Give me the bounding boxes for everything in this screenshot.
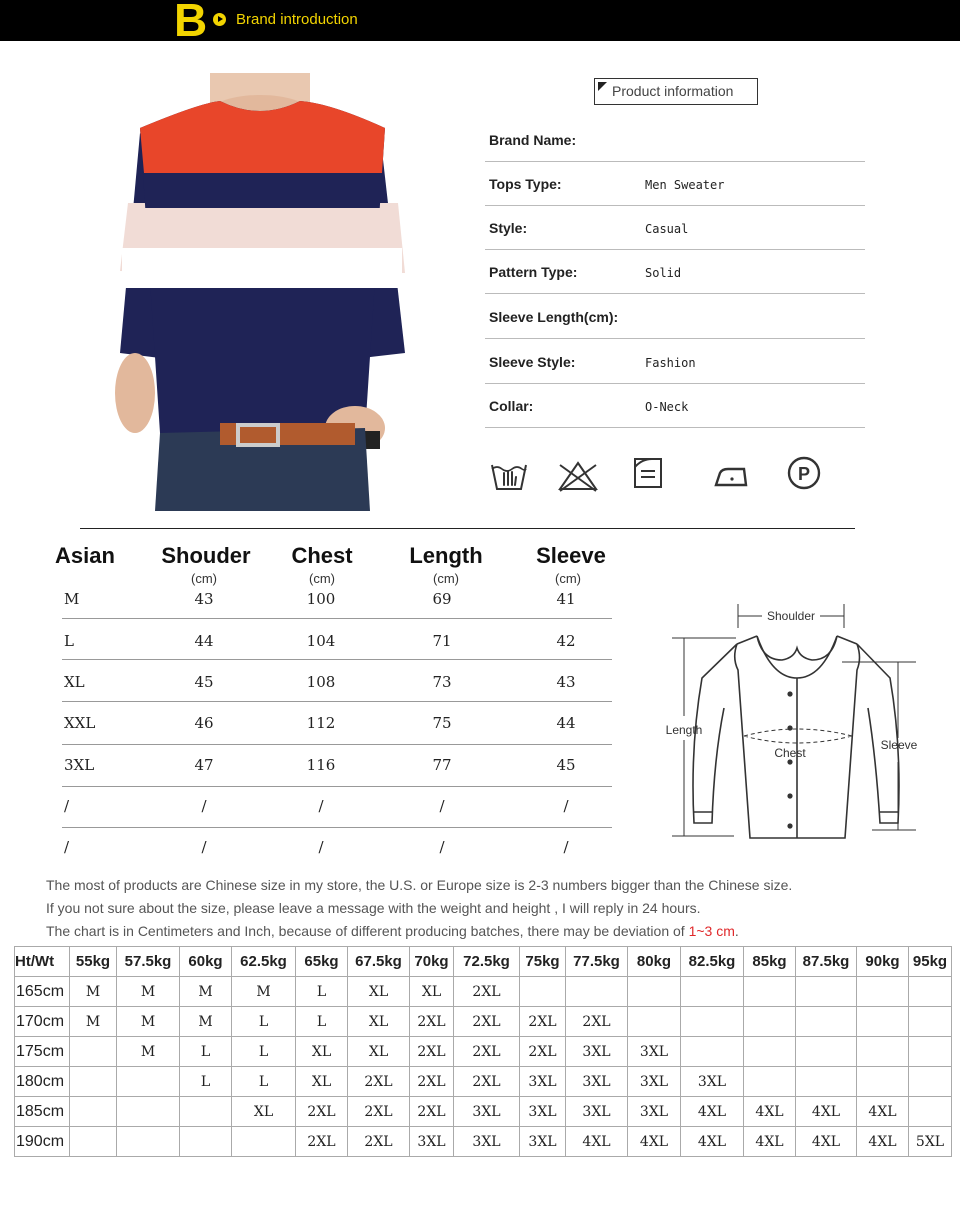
table-row [15, 977, 952, 1007]
weight-header: 82.5kg [681, 947, 744, 977]
height-weight-table [14, 946, 952, 1157]
dry-clean-letter: P [797, 464, 811, 484]
diagram-label-shoulder: Shoulder [766, 609, 816, 623]
height-label: 175cm [15, 1037, 70, 1067]
size-row-divider [62, 659, 612, 660]
size-cell: XL [64, 673, 85, 691]
size-cell: 2XL [410, 1067, 454, 1097]
size-cell [857, 1037, 909, 1067]
info-value: Solid [645, 266, 682, 280]
size-note-1: The most of products are Chinese size in my store, the U.S. or Europe size is 2-3 numbers bigger than the Chinese size. [46, 877, 793, 893]
size-cell: 4XL [857, 1127, 909, 1157]
size-cell: 75 [432, 714, 452, 732]
size-cell [796, 1007, 857, 1037]
info-row-collar [485, 384, 865, 428]
size-cell: 4XL [796, 1097, 857, 1127]
size-cell: 2XL [454, 1067, 520, 1097]
dry-clean-icon [786, 455, 822, 491]
size-cell [681, 977, 744, 1007]
size-cell [857, 1007, 909, 1037]
size-cell: 100 [306, 590, 336, 608]
size-cell: 3XL [628, 1067, 681, 1097]
info-row-style [485, 206, 865, 250]
size-cell: / [201, 838, 207, 856]
size-cell: 2XL [454, 1037, 520, 1067]
size-cell: 3XL [566, 1097, 628, 1127]
size-cell [744, 977, 796, 1007]
size-cell: 71 [432, 632, 452, 650]
height-label: 165cm [15, 977, 70, 1007]
size-cell: L [180, 1067, 232, 1097]
weight-header: 87.5kg [796, 947, 857, 977]
size-cell: 3XL [566, 1037, 628, 1067]
info-key: Sleeve Style: [489, 354, 576, 370]
size-cell [796, 1067, 857, 1097]
height-label: 190cm [15, 1127, 70, 1157]
size-note-3-end: . [734, 923, 739, 939]
info-key: Collar: [489, 398, 534, 414]
size-cell [796, 977, 857, 1007]
size-cell [117, 1067, 180, 1097]
size-cell [909, 1007, 952, 1037]
size-cell: / [201, 797, 207, 815]
weight-header: 75kg [520, 947, 566, 977]
size-cell: 45 [194, 673, 214, 691]
info-row-sleeve-length [485, 295, 865, 339]
size-cell [520, 977, 566, 1007]
size-cell: 5XL [909, 1127, 952, 1157]
info-value: O-Neck [645, 400, 689, 414]
size-cell: 3XL [454, 1127, 520, 1157]
size-cell: 108 [306, 673, 336, 691]
size-cell: XXL [64, 714, 96, 732]
weight-header: 60kg [180, 947, 232, 977]
info-key: Style: [489, 220, 528, 236]
size-note-3 [46, 923, 739, 939]
do-not-bleach-icon [556, 455, 600, 495]
size-cell [681, 1037, 744, 1067]
size-cell: M [232, 977, 296, 1007]
unit-label: (cm) [309, 571, 335, 586]
section-divider [80, 528, 855, 529]
size-cell [744, 1037, 796, 1067]
size-cell: / [318, 797, 324, 815]
weight-header: 62.5kg [232, 947, 296, 977]
table-row [15, 1067, 952, 1097]
info-row-pattern [485, 250, 865, 294]
size-cell: 3XL [454, 1097, 520, 1127]
size-cell [681, 1007, 744, 1037]
height-label: 180cm [15, 1067, 70, 1097]
size-cell: 2XL [410, 1037, 454, 1067]
size-cell: L [64, 632, 74, 650]
size-cell: M [117, 977, 180, 1007]
size-cell: 4XL [796, 1127, 857, 1157]
table-row [15, 1097, 952, 1127]
product-photo [100, 73, 432, 511]
info-key: Brand Name: [489, 132, 577, 148]
size-cell [857, 1067, 909, 1097]
weight-header: 70kg [410, 947, 454, 977]
size-row-divider [62, 827, 612, 828]
weight-header: 77.5kg [566, 947, 628, 977]
size-row-divider [62, 744, 612, 745]
size-cell: 43 [194, 590, 214, 608]
size-cell [70, 1037, 117, 1067]
size-cell: XL [348, 1037, 410, 1067]
size-cell: 43 [556, 673, 576, 691]
size-cell: M [180, 1007, 232, 1037]
diagram-label-sleeve: Sleeve [880, 738, 918, 752]
size-cell: / [563, 797, 569, 815]
size-row-divider [62, 786, 612, 787]
info-key: Tops Type: [489, 176, 562, 192]
size-cell: 3XL [628, 1037, 681, 1067]
size-cell: L [232, 1007, 296, 1037]
size-cell: XL [232, 1097, 296, 1127]
size-cell [744, 1007, 796, 1037]
info-key: Pattern Type: [489, 264, 578, 280]
weight-header: 65kg [296, 947, 348, 977]
size-cell: 4XL [628, 1127, 681, 1157]
size-cell [909, 1097, 952, 1127]
size-cell: XL [348, 977, 410, 1007]
measurement-diagram [662, 598, 922, 848]
size-cell: / [563, 838, 569, 856]
size-cell: 2XL [454, 977, 520, 1007]
size-cell: / [64, 797, 70, 815]
size-cell: 2XL [566, 1007, 628, 1037]
size-cell [180, 1097, 232, 1127]
play-icon [213, 13, 226, 26]
col-header-length: Length [409, 543, 483, 568]
weight-header: 72.5kg [454, 947, 520, 977]
size-cell: 41 [556, 590, 576, 608]
size-cell: 2XL [348, 1127, 410, 1157]
size-cell: 4XL [681, 1097, 744, 1127]
size-cell [796, 1037, 857, 1067]
size-cell: M [70, 977, 117, 1007]
size-cell: L [232, 1037, 296, 1067]
size-cell: XL [296, 1037, 348, 1067]
size-cell: 69 [432, 590, 452, 608]
size-cell [628, 977, 681, 1007]
size-cell: 46 [194, 714, 214, 732]
info-row-brand [485, 118, 865, 162]
size-cell: 44 [556, 714, 576, 732]
table-row [15, 1127, 952, 1157]
info-row-sleeve-style [485, 340, 865, 384]
diagram-label-chest: Chest [774, 746, 806, 760]
size-cell [857, 977, 909, 1007]
size-cell: 116 [306, 756, 336, 774]
size-cell: 2XL [410, 1007, 454, 1037]
size-cell: 2XL [348, 1097, 410, 1127]
size-cell: 4XL [681, 1127, 744, 1157]
size-cell: XL [410, 977, 454, 1007]
unit-label: (cm) [433, 571, 459, 586]
size-cell: 47 [194, 756, 214, 774]
size-cell: M [117, 1037, 180, 1067]
size-cell: 2XL [348, 1067, 410, 1097]
size-row-divider [62, 701, 612, 702]
size-cell: M [70, 1007, 117, 1037]
size-cell [232, 1127, 296, 1157]
size-cell [909, 1037, 952, 1067]
size-note-3-text: The chart is in Centimeters and Inch, because of different producing batches, there may be deviation of [46, 923, 689, 939]
weight-header: 55kg [70, 947, 117, 977]
size-cell: M [117, 1007, 180, 1037]
size-cell: / [318, 838, 324, 856]
size-cell: M [180, 977, 232, 1007]
header-bar [0, 0, 960, 46]
size-cell: / [439, 797, 445, 815]
size-cell: M [64, 590, 80, 608]
col-header-chest: Chest [291, 543, 353, 568]
weight-header: 80kg [628, 947, 681, 977]
size-cell: 3XL [566, 1067, 628, 1097]
product-info-title: Product information [594, 78, 758, 105]
size-cell: 2XL [520, 1007, 566, 1037]
size-cell [70, 1097, 117, 1127]
size-cell: 2XL [454, 1007, 520, 1037]
size-cell: XL [296, 1067, 348, 1097]
size-cell: 2XL [520, 1037, 566, 1067]
header-letter: B [174, 0, 208, 46]
size-cell: 4XL [857, 1097, 909, 1127]
header-title: Brand introduction [236, 11, 358, 28]
weight-header: 85kg [744, 947, 796, 977]
size-cell: 3XL [520, 1097, 566, 1127]
size-cell: 104 [306, 632, 336, 650]
tumble-dry-icon [632, 455, 666, 491]
weight-header: 57.5kg [117, 947, 180, 977]
size-cell: 2XL [410, 1097, 454, 1127]
size-row-divider [62, 618, 612, 619]
size-cell: 4XL [744, 1097, 796, 1127]
unit-label: (cm) [555, 571, 581, 586]
unit-label: (cm) [191, 571, 217, 586]
size-cell [628, 1007, 681, 1037]
size-cell: 45 [556, 756, 576, 774]
size-cell: 44 [194, 632, 214, 650]
size-cell [117, 1127, 180, 1157]
height-label: 185cm [15, 1097, 70, 1127]
size-cell: 3XL [681, 1067, 744, 1097]
hand-wash-icon [489, 455, 529, 495]
iron-icon [712, 455, 752, 491]
col-header-shoulder: Shouder [161, 543, 251, 568]
info-value: Casual [645, 222, 689, 236]
size-cell: 3XL [520, 1127, 566, 1157]
info-key: Sleeve Length(cm): [489, 309, 619, 325]
size-cell: 2XL [296, 1097, 348, 1127]
size-cell [180, 1127, 232, 1157]
weight-header: 67.5kg [348, 947, 410, 977]
info-value: Fashion [645, 356, 696, 370]
size-cell: 3XL [628, 1097, 681, 1127]
size-cell: L [232, 1067, 296, 1097]
size-cell [744, 1067, 796, 1097]
size-cell: 4XL [566, 1127, 628, 1157]
corner-cell: Ht/Wt [15, 947, 70, 977]
size-cell: 112 [306, 714, 336, 732]
weight-header-row [15, 947, 952, 977]
size-cell: L [296, 1007, 348, 1037]
table-row [15, 1037, 952, 1067]
size-cell: XL [348, 1007, 410, 1037]
size-cell [909, 1067, 952, 1097]
col-header-sleeve: Sleeve [536, 543, 606, 568]
size-cell: 3XL [520, 1067, 566, 1097]
size-cell [566, 977, 628, 1007]
size-cell: / [439, 838, 445, 856]
size-cell: 42 [556, 632, 576, 650]
size-cell: L [180, 1037, 232, 1067]
col-header-asian: Asian [55, 543, 115, 568]
size-cell: L [296, 977, 348, 1007]
info-row-tops-type [485, 162, 865, 206]
size-cell: 77 [432, 756, 452, 774]
deviation-highlight: 1~3 cm [688, 923, 735, 939]
size-cell: 73 [432, 673, 452, 691]
size-cell: 4XL [744, 1127, 796, 1157]
size-cell [909, 977, 952, 1007]
height-label: 170cm [15, 1007, 70, 1037]
info-value: Men Sweater [645, 178, 725, 192]
size-cell: 3XL [64, 756, 95, 774]
weight-header: 95kg [909, 947, 952, 977]
weight-header: 90kg [857, 947, 909, 977]
size-cell: / [64, 838, 70, 856]
size-cell: 3XL [410, 1127, 454, 1157]
table-row [15, 1007, 952, 1037]
size-note-2: If you not sure about the size, please leave a message with the weight and height , I will reply in 24 hours. [46, 900, 701, 916]
size-cell [70, 1067, 117, 1097]
size-cell: 2XL [296, 1127, 348, 1157]
size-cell [70, 1127, 117, 1157]
diagram-label-length: Length [665, 723, 703, 737]
size-cell [117, 1097, 180, 1127]
